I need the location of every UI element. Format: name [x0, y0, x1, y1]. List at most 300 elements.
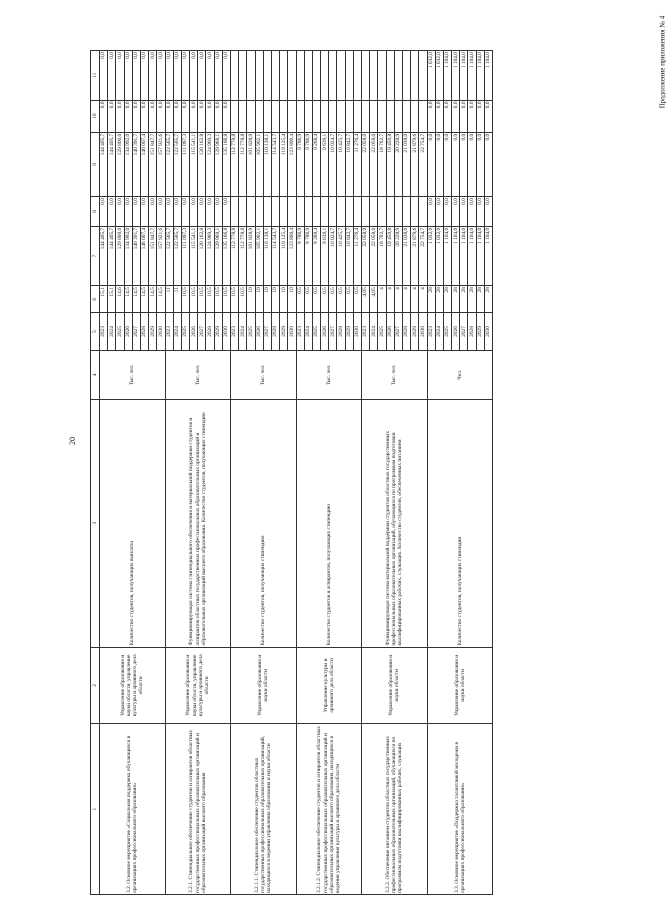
value-cell: 0,0 [460, 132, 468, 196]
value-cell: 28 [443, 286, 451, 313]
year-cell: 2029 [345, 313, 353, 350]
value-cell: 15,1 [108, 286, 116, 313]
value-cell: 20 228,9 [394, 226, 402, 285]
value-cell: 10 425,7 [337, 132, 345, 196]
value-cell: 101 828,9 [247, 132, 255, 196]
value-cell: 0,0 [443, 100, 451, 132]
value-cell: 144 405,7 [100, 132, 108, 196]
value-cell: 0,0 [206, 51, 214, 101]
value-cell [337, 197, 345, 227]
value-cell [378, 51, 386, 101]
year-cell: 2027 [394, 313, 402, 350]
value-cell: 122 565,7 [173, 226, 181, 285]
value-cell: 1 104,0 [468, 226, 476, 285]
value-cell: 0,0 [427, 197, 435, 227]
value-cell [419, 100, 427, 132]
value-cell [329, 197, 337, 227]
column-header: 4 [91, 350, 100, 400]
value-cell: 0,0 [124, 197, 132, 227]
year-cell: 2026 [321, 313, 329, 350]
value-cell: 0,0 [181, 51, 189, 101]
value-cell: 14,5 [132, 286, 140, 313]
value-cell [370, 100, 378, 132]
value-cell [255, 100, 263, 132]
value-cell: 1 104,0 [443, 51, 451, 101]
value-cell [280, 197, 288, 227]
year-cell: 2028 [468, 313, 476, 350]
value-cell: 22 058,0 [362, 132, 370, 196]
unit-cell: Тыс. чел. [100, 350, 166, 400]
value-cell: 4 [402, 286, 410, 313]
value-cell: 0,0 [140, 100, 148, 132]
value-cell: 0,0 [157, 100, 165, 132]
value-cell: 0,0 [190, 51, 198, 101]
column-header: 5 [91, 313, 100, 350]
value-cell: 1 032,0 [435, 226, 443, 285]
value-cell [321, 197, 329, 227]
value-cell: 111 097,3 [181, 226, 189, 285]
value-cell: 0,0 [427, 100, 435, 132]
value-cell [362, 51, 370, 101]
column-header: 2 [91, 647, 100, 724]
value-cell [394, 100, 402, 132]
value-cell: 11 276,4 [353, 132, 361, 196]
value-cell: 144 405,7 [108, 132, 116, 196]
value-cell: 1 032,0 [427, 51, 435, 101]
value-cell: 0,0 [108, 100, 116, 132]
value-cell: 0,0 [222, 51, 230, 101]
year-cell: 2026 [386, 313, 394, 350]
value-cell [411, 100, 419, 132]
value-cell: 28 [452, 286, 460, 313]
year-cell: 2023 [165, 313, 173, 350]
value-cell: 0,0 [190, 100, 198, 132]
value-cell: 11 276,4 [353, 226, 361, 285]
table-row [427, 51, 435, 895]
value-cell [239, 100, 247, 132]
value-cell: 0,5 [321, 286, 329, 313]
value-cell: 20 228,9 [394, 132, 402, 196]
value-cell: 140 391,7 [132, 226, 140, 285]
value-cell: 4 [394, 286, 402, 313]
value-cell [288, 100, 296, 132]
value-cell [312, 100, 320, 132]
value-cell: 0,0 [452, 132, 460, 196]
unit-cell: Тыс. чел. [231, 350, 297, 400]
value-cell [386, 100, 394, 132]
value-cell: 14,5 [124, 286, 132, 313]
value-cell: 0,0 [140, 51, 148, 101]
page-number: 20 [68, 437, 77, 445]
value-cell: 0,0 [140, 197, 148, 227]
program-table-container [90, 50, 630, 895]
value-cell [296, 100, 304, 132]
value-cell [280, 51, 288, 101]
year-cell: 2024 [435, 313, 443, 350]
value-cell [296, 197, 304, 227]
value-cell: 9 786,9 [296, 226, 304, 285]
value-cell: 0,5 [345, 286, 353, 313]
year-cell: 2024 [239, 313, 247, 350]
value-cell [353, 197, 361, 227]
value-cell: 0,0 [173, 51, 181, 101]
value-cell: 21 879,6 [411, 132, 419, 196]
value-cell [288, 197, 296, 227]
year-cell: 2028 [140, 313, 148, 350]
table-body [100, 51, 493, 895]
value-cell: 10,5 [214, 286, 222, 313]
year-cell: 2027 [263, 313, 271, 350]
value-cell: 0,0 [435, 132, 443, 196]
value-cell [231, 100, 239, 132]
value-cell: 0,0 [116, 100, 124, 132]
value-cell: 10,5 [198, 286, 206, 313]
year-cell: 2026 [190, 313, 198, 350]
activity-name-cell: 3.2.2. Обеспечение питанием студентов областных государственных профессиональных образовательных организаций, обучающихся по программам подготовки квалифицированных рабочих, служащих [362, 724, 428, 895]
value-cell: 0,0 [124, 100, 132, 132]
value-cell: 105 902,1 [255, 132, 263, 196]
value-cell: 10,5 [239, 286, 247, 313]
value-cell [419, 51, 427, 101]
value-cell [345, 51, 353, 101]
value-cell: 1 104,0 [452, 51, 460, 101]
value-cell [255, 197, 263, 227]
table-row [231, 51, 239, 895]
value-cell [263, 100, 271, 132]
value-cell [255, 51, 263, 101]
value-cell: 28 [435, 286, 443, 313]
value-cell [321, 100, 329, 132]
unit-cell: Тыс. чел. [362, 350, 428, 400]
value-cell [312, 197, 320, 227]
value-cell: 10 024,7 [329, 132, 337, 196]
executor-cell: Управление образования и науки области, управление культуры и архивного дела области [165, 647, 231, 724]
value-cell: 129 800,0 [116, 226, 124, 285]
value-cell: 0,0 [108, 51, 116, 101]
value-cell: 4 [411, 286, 419, 313]
value-cell: 146 007,4 [140, 226, 148, 285]
value-cell [402, 100, 410, 132]
value-cell: 144 405,7 [108, 226, 116, 285]
value-cell: 0,0 [165, 51, 173, 101]
value-cell: 1 104,0 [468, 51, 476, 101]
value-cell: 21 879,6 [411, 226, 419, 285]
value-cell: 0,0 [443, 197, 451, 227]
indicator-cell: Количество студентов, получающих стипендии [427, 400, 493, 648]
value-cell: 0,5 [304, 286, 312, 313]
value-cell: 28 [468, 286, 476, 313]
value-cell [394, 51, 402, 101]
value-cell: 0,0 [198, 100, 206, 132]
value-cell: 14,5 [140, 286, 148, 313]
value-cell: 0,5 [312, 286, 320, 313]
value-cell [402, 197, 410, 227]
indicator-cell: Функционирующая система стипендиального обеспечения и материальной поддержки студентов и аспирантов областных государственных профессиональных образовательных организаций и образовательных организаций высшего образования. Количество студентов, получающих стипендию [165, 400, 231, 648]
value-cell: 124 969,3 [206, 226, 214, 285]
value-cell: 129 800,0 [116, 132, 124, 196]
value-cell: 0,0 [173, 197, 181, 227]
value-cell: 0,0 [149, 100, 157, 132]
year-cell: 2026 [124, 313, 132, 350]
activity-name-cell: 3.2.1. Стипендиальное обеспечение студентов и аспирантов областных государственных профессиональных образовательных организаций и образовательных организаций высшего образования [165, 724, 231, 895]
value-cell: 112 778,8 [231, 132, 239, 196]
value-cell: 4,05 [362, 286, 370, 313]
value-cell: 134 992,0 [124, 132, 132, 196]
value-cell: 9 268,4 [312, 226, 320, 285]
value-cell: 9 786,9 [304, 132, 312, 196]
year-cell: 2028 [206, 313, 214, 350]
value-cell: 0,0 [116, 197, 124, 227]
unit-cell: Тыс. чел. [296, 350, 362, 400]
value-cell [411, 197, 419, 227]
year-cell: 2024 [108, 313, 116, 350]
value-cell: 0,0 [206, 100, 214, 132]
value-cell: 0,0 [452, 100, 460, 132]
year-cell: 2030 [222, 313, 230, 350]
value-cell: 10 [263, 286, 271, 313]
value-cell: 0,0 [116, 51, 124, 101]
value-cell [321, 51, 329, 101]
year-cell: 2029 [280, 313, 288, 350]
value-cell [263, 197, 271, 227]
year-cell: 2028 [271, 313, 279, 350]
value-cell: 151 847,7 [149, 226, 157, 285]
year-cell: 2027 [132, 313, 140, 350]
value-cell: 0,0 [157, 197, 165, 227]
value-cell: 4 [386, 286, 394, 313]
value-cell [304, 100, 312, 132]
value-cell: 0,0 [190, 197, 198, 227]
year-cell: 2030 [353, 313, 361, 350]
value-cell [271, 51, 279, 101]
value-cell: 28 [476, 286, 484, 313]
value-cell [280, 100, 288, 132]
value-cell: 9 639,1 [321, 132, 329, 196]
activity-name-cell: 3.2.1.2. Стипендиальное обеспечение студентов и аспирантов областных государственных профессиональных образовательных организаций и образовательных организаций высшего образования, находящихся в ведении управления культуры и архивного дела области [296, 724, 362, 895]
value-cell: 0,0 [206, 197, 214, 227]
value-cell: 18 702,7 [378, 132, 386, 196]
year-cell: 2024 [173, 313, 181, 350]
appendix-label: Продолжение приложения № 4 [658, 15, 666, 109]
year-cell: 2030 [157, 313, 165, 350]
value-cell: 22 754,7 [419, 226, 427, 285]
executor-cell: Управление образования и науки области [362, 647, 428, 724]
column-header: 3 [91, 400, 100, 648]
column-header: 9 [91, 132, 100, 196]
value-cell: 21 038,0 [402, 226, 410, 285]
value-cell: 0,0 [181, 197, 189, 227]
year-cell: 2027 [460, 313, 468, 350]
value-cell: 115 541,1 [190, 226, 198, 285]
indicator-cell: Количество студентов, получающих выплаты [100, 400, 166, 648]
year-cell: 2030 [288, 313, 296, 350]
value-cell: 10 842,7 [345, 132, 353, 196]
year-cell: 2030 [484, 313, 492, 350]
year-cell: 2024 [304, 313, 312, 350]
value-cell: 0,0 [132, 197, 140, 227]
value-cell: 123 890,4 [288, 226, 296, 285]
year-cell: 2024 [370, 313, 378, 350]
value-cell: 0,0 [443, 132, 451, 196]
value-cell [378, 197, 386, 227]
value-cell [239, 197, 247, 227]
value-cell: 0,0 [173, 100, 181, 132]
value-cell [386, 197, 394, 227]
program-table [90, 50, 493, 895]
value-cell: 0,5 [329, 286, 337, 313]
value-cell: 21 038,0 [402, 132, 410, 196]
value-cell: 9 786,9 [296, 132, 304, 196]
value-cell: 1 032,0 [435, 51, 443, 101]
value-cell: 119 125,4 [280, 226, 288, 285]
value-cell [247, 100, 255, 132]
value-cell: 0,0 [452, 197, 460, 227]
column-header: 8 [91, 197, 100, 227]
value-cell: 112 778,8 [231, 226, 239, 285]
value-cell: 19 450,8 [386, 132, 394, 196]
value-cell: 28 [460, 286, 468, 313]
value-cell: 22 058,0 [370, 132, 378, 196]
indicator-cell: Функционирующая система материальной поддержки студентов областных государственных профессиональных образовательных организаций, обучающихся по программам подготовки квалифицированных рабочих, служащих. Количество студентов, обеспеченных питанием [362, 400, 428, 648]
value-cell: 0,0 [476, 132, 484, 196]
value-cell [271, 100, 279, 132]
value-cell [312, 51, 320, 101]
value-cell: 0,0 [108, 197, 116, 227]
year-cell: 2028 [402, 313, 410, 350]
value-cell: 9 268,4 [312, 132, 320, 196]
value-cell: 144 405,7 [100, 226, 108, 285]
value-cell: 22 058,0 [362, 226, 370, 285]
executor-cell: Управление культуры и архивного дела области [296, 647, 362, 724]
value-cell: 134 992,0 [124, 226, 132, 285]
value-cell: 0,0 [460, 100, 468, 132]
year-cell: 2029 [476, 313, 484, 350]
year-cell: 2025 [378, 313, 386, 350]
value-cell: 119 125,4 [280, 132, 288, 196]
year-cell: 2025 [181, 313, 189, 350]
value-cell: 111 097,3 [181, 132, 189, 196]
value-cell: 0,0 [132, 51, 140, 101]
value-cell [370, 197, 378, 227]
value-cell: 0,0 [100, 197, 108, 227]
executor-cell: Управление образования и науки области [427, 647, 493, 724]
value-cell [304, 51, 312, 101]
value-cell: 1 104,0 [452, 226, 460, 285]
value-cell [402, 51, 410, 101]
value-cell [353, 51, 361, 101]
value-cell: 120 162,8 [198, 226, 206, 285]
value-cell: 0,0 [157, 51, 165, 101]
value-cell: 10 425,7 [337, 226, 345, 285]
column-number-row [91, 51, 100, 895]
activity-name-cell: 3.2. Основное мероприятие «Социальная поддержка обучающихся в организациях профессионального образования» [100, 724, 166, 895]
value-cell [345, 100, 353, 132]
value-cell: 112 778,8 [239, 132, 247, 196]
value-cell: 0,0 [132, 100, 140, 132]
value-cell: 14,5 [157, 286, 165, 313]
value-cell: 122 565,7 [165, 132, 173, 196]
value-cell: 0,0 [476, 100, 484, 132]
value-cell [329, 100, 337, 132]
value-cell: 114 543,7 [271, 226, 279, 285]
value-cell: 135 166,8 [222, 132, 230, 196]
value-cell [419, 197, 427, 227]
value-cell: 0,0 [214, 100, 222, 132]
column-header: 1 [91, 724, 100, 895]
value-cell [263, 51, 271, 101]
value-cell [337, 51, 345, 101]
value-cell: 105 902,1 [255, 226, 263, 285]
value-cell: 122 565,7 [165, 226, 173, 285]
value-cell: 10 [271, 286, 279, 313]
year-cell: 2028 [337, 313, 345, 350]
value-cell: 0,0 [100, 100, 108, 132]
value-cell: 146 007,4 [140, 132, 148, 196]
value-cell: 0,0 [165, 197, 173, 227]
value-cell: 10,5 [181, 286, 189, 313]
value-cell: 4 [378, 286, 386, 313]
value-cell: 1 104,0 [484, 51, 492, 101]
value-cell: 120 162,8 [198, 132, 206, 196]
year-cell: 2030 [419, 313, 427, 350]
value-cell: 10 024,7 [329, 226, 337, 285]
value-cell: 1 104,0 [460, 51, 468, 101]
year-cell: 2029 [149, 313, 157, 350]
value-cell [231, 197, 239, 227]
value-cell: 1 104,0 [443, 226, 451, 285]
value-cell [378, 100, 386, 132]
value-cell: 0,0 [427, 132, 435, 196]
value-cell [271, 197, 279, 227]
value-cell: 129 968,1 [214, 132, 222, 196]
value-cell: 151 847,7 [149, 132, 157, 196]
column-header: 6 [91, 286, 100, 313]
value-cell: 11 [173, 286, 181, 313]
value-cell [362, 100, 370, 132]
value-cell [411, 51, 419, 101]
year-cell: 2025 [443, 313, 451, 350]
unit-cell: Тыс. чел. [165, 350, 231, 400]
value-cell: 0,0 [100, 51, 108, 101]
value-cell: 10 [247, 286, 255, 313]
column-header: 7 [91, 226, 100, 285]
value-cell: 115 541,1 [190, 132, 198, 196]
value-cell [362, 197, 370, 227]
value-cell: 129 968,1 [214, 226, 222, 285]
value-cell: 9 639,1 [321, 226, 329, 285]
value-cell: 0,0 [435, 100, 443, 132]
value-cell: 22 754,7 [419, 132, 427, 196]
value-cell: 28 [484, 286, 492, 313]
table-row [362, 51, 370, 895]
value-cell: 10 [288, 286, 296, 313]
value-cell: 10 [280, 286, 288, 313]
year-cell: 2025 [247, 313, 255, 350]
year-cell: 2023 [296, 313, 304, 350]
value-cell: 122 565,7 [173, 132, 181, 196]
value-cell: 10,5 [222, 286, 230, 313]
column-header: 11 [91, 51, 100, 101]
value-cell [386, 51, 394, 101]
value-cell: 0,5 [296, 286, 304, 313]
value-cell: 1 104,0 [484, 226, 492, 285]
value-cell [370, 51, 378, 101]
column-header: 10 [91, 100, 100, 132]
indicator-cell: Количество студентов и аспирантов, получающих стипендию [296, 400, 362, 648]
value-cell: 10 842,7 [345, 226, 353, 285]
value-cell: 1 032,0 [427, 226, 435, 285]
executor-cell: Управление образования и науки области, управление культуры и архивного дела области [100, 647, 166, 724]
